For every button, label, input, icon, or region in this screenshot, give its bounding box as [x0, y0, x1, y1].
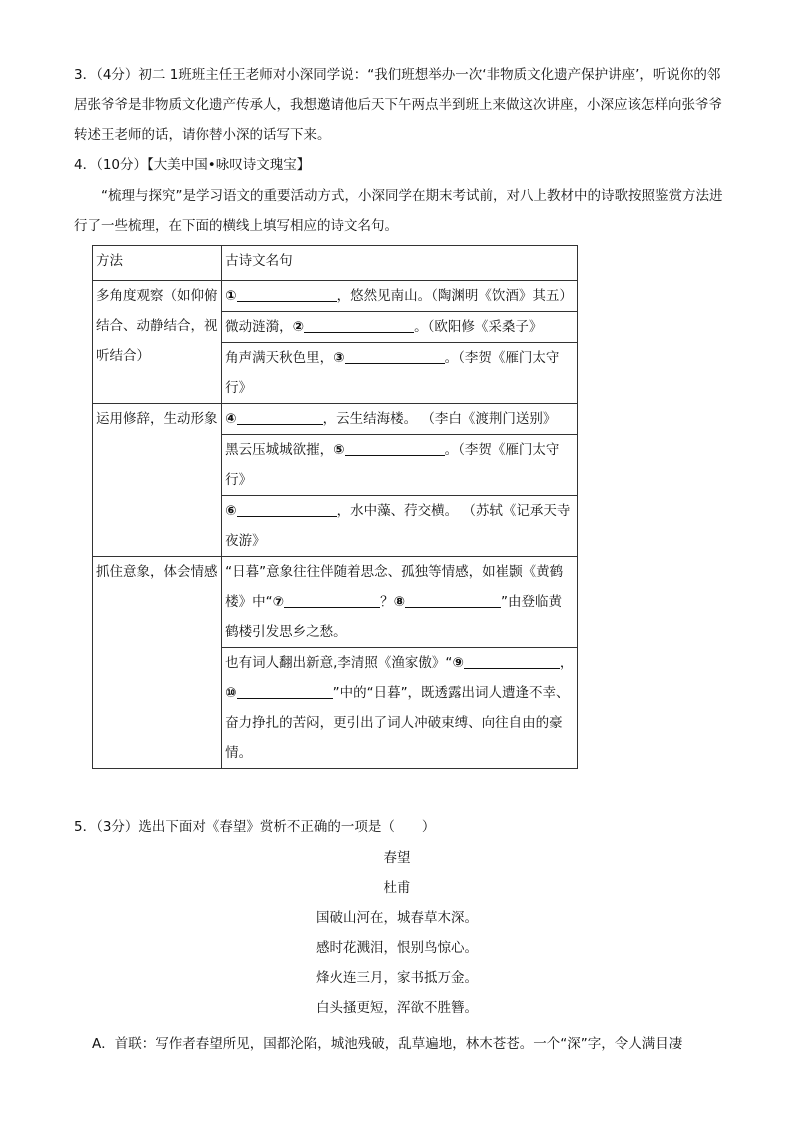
- line-text: 也有词人翻出新意,李清照《渔家傲》“: [225, 655, 453, 671]
- line-text: “日暮”意象往往伴随着思念、孤独等情感，如崔颢《黄鹤楼》中“: [225, 564, 564, 610]
- poem-line: 烽火连三月，家书抵万金。: [316, 970, 478, 986]
- question-4-intro: “梳理与探究”是学习语文的重要活动方式，小深同学在期末考试前，对八上教材中的诗歌按照鉴赏方法进行了一些梳理，在下面的横线上填写相应的诗文名句。: [74, 188, 723, 234]
- blank-number: ②: [292, 319, 305, 335]
- line-text: ，悠然见南山。（陶渊明《饮酒》其五）: [336, 288, 573, 304]
- line-cell-2: [222, 312, 578, 343]
- option-a[interactable]: A．首联：写作者春望所见，国都沦陷，城池残破，乱草遍地，林木苍苍。一个“深”字，令人满目凄: [92, 1036, 683, 1052]
- fill-blank-5[interactable]: [345, 439, 445, 456]
- header-method: 方法: [93, 246, 222, 281]
- line-text: ，水中藻、荇交横。 （苏轼《记承天寺夜游》: [225, 503, 571, 549]
- line-cell-4: [222, 404, 578, 435]
- line-text: 黑云压城城欲摧，: [225, 442, 334, 458]
- blank-number: ⑦: [272, 594, 285, 610]
- table-row: [93, 557, 578, 648]
- poem-author: 杜甫: [383, 880, 411, 896]
- line-text: 。（李贺《雁门太守行》: [225, 350, 560, 396]
- blank-number: ⑤: [333, 442, 345, 458]
- header-lines: 古诗文名句: [222, 246, 578, 281]
- blank-number: ③: [333, 350, 345, 366]
- method-imagery: 抓住意象，体会情感: [93, 557, 222, 769]
- fill-blank-2[interactable]: [304, 316, 414, 333]
- line-cell-3: [222, 343, 578, 404]
- line-text: 角声满天秋色里，: [225, 350, 334, 366]
- blank-number: ①: [225, 288, 237, 304]
- question-4-heading: 4．（10分）【大美中国•咏叹诗文瑰宝】: [74, 157, 311, 173]
- line-cell-1: [222, 281, 578, 312]
- blank-number: ④: [225, 411, 237, 427]
- fill-blank-4[interactable]: [237, 408, 323, 425]
- line-cell-8: [222, 648, 578, 769]
- line-text: ”中的“日暮”，既透露出词人遭逢不幸、奋力挣扎的苦闷，更引出了词人冲破束缚、向往自由的豪情。: [225, 685, 570, 761]
- line-text: 。（李贺《雁门太守行》: [225, 442, 560, 488]
- blank-number: ⑩: [225, 685, 237, 701]
- poem-line: 国破山河在，城春草木深。: [316, 910, 478, 926]
- line-text: ？: [380, 594, 394, 610]
- poem-block: [0, 843, 794, 1023]
- poetry-table: [92, 245, 578, 769]
- line-cell-5: [222, 435, 578, 496]
- question-3: 3．（4分）初二 1班班主任王老师对小深同学说：“我们班想举办一次‘非物质文化遗产保护讲座’，听说你的邻居张爷爷是非物质文化遗产传承人，我想邀请他后天下午两点半到班上来做这次讲座，小深应该怎样向张爷爷转述王老师的话，请你替小深的话写下来。: [74, 67, 722, 143]
- fill-blank-3[interactable]: [345, 347, 445, 364]
- line-text: 。（欧阳修《采桑子》: [414, 319, 543, 335]
- blank-number: ⑨: [452, 655, 464, 671]
- line-cell-7: [222, 557, 578, 648]
- table-row: [93, 404, 578, 435]
- question-5-heading: 5．（3分）选出下面对《春望》赏析不正确的一项是（ ）: [74, 819, 436, 835]
- line-text: ”由登临黄鹤楼引发思乡之愁。: [225, 594, 563, 640]
- blank-number: ⑧: [393, 594, 406, 610]
- fill-blank-6[interactable]: [237, 500, 337, 517]
- line-text: 微动涟漪，: [225, 319, 293, 335]
- method-rhetoric: 运用修辞，生动形象: [93, 404, 222, 557]
- table-row: [93, 281, 578, 312]
- table-header-row: [93, 246, 578, 281]
- line-cell-6: [222, 496, 578, 557]
- fill-blank-8[interactable]: [405, 591, 501, 608]
- fill-blank-10[interactable]: [237, 682, 333, 699]
- poem-line: 感时花溅泪，恨别鸟惊心。: [316, 940, 478, 956]
- fill-blank-9[interactable]: [464, 652, 560, 669]
- blank-number: ⑥: [225, 503, 237, 519]
- poem-title: 春望: [383, 850, 411, 866]
- poem-line: 白头搔更短，浑欲不胜簪。: [316, 1000, 478, 1016]
- line-text: ，云生结海楼。 （李白《渡荆门送别》: [322, 411, 557, 427]
- method-multi-angle: 多角度观察（如仰俯结合、动静结合，视听结合）: [93, 281, 222, 404]
- fill-blank-7[interactable]: [284, 591, 380, 608]
- line-text: ，: [559, 655, 574, 671]
- fill-blank-1[interactable]: [237, 285, 337, 302]
